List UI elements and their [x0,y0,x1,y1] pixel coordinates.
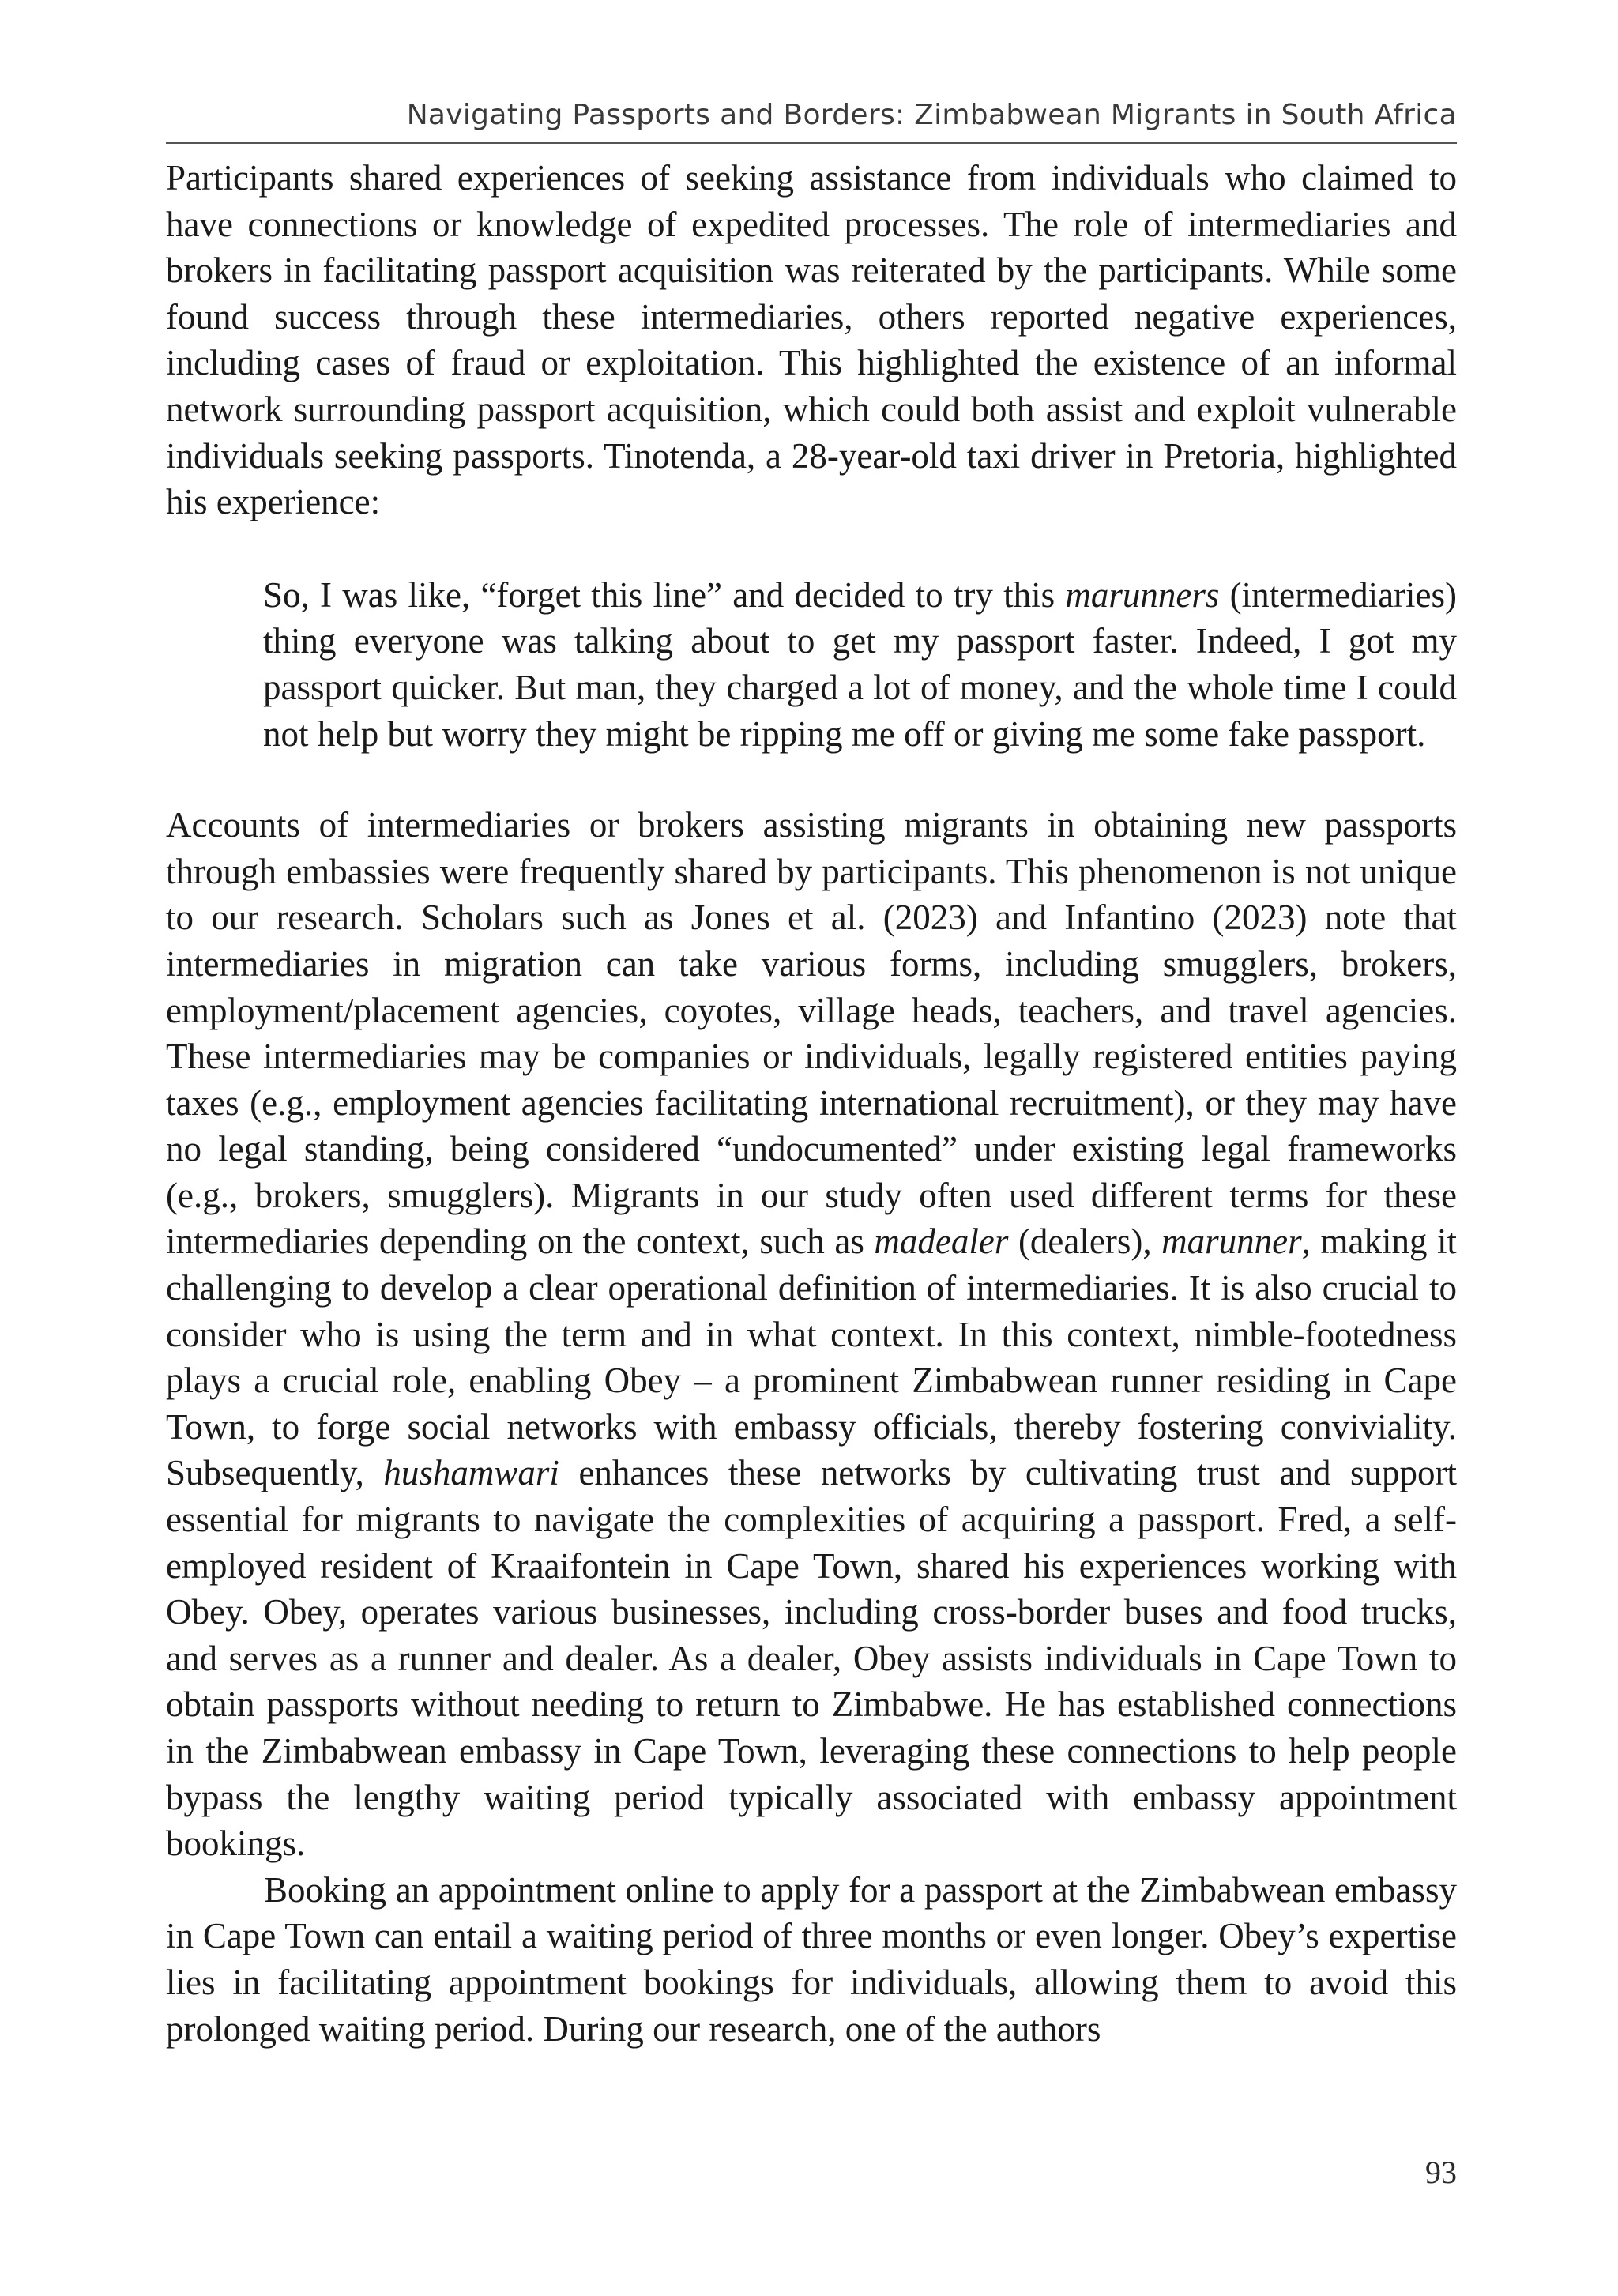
paragraph-intermediaries-accounts [166,802,1457,1867]
paragraph-text-part: (dealers), [1008,1221,1162,1262]
running-header: Navigating Passports and Borders: Zimbabwean Migrants in South Africa [406,99,1457,131]
term-madealer: madealer [874,1221,1009,1262]
page-number: 93 [1425,2155,1457,2190]
page-body [166,155,1457,2052]
paragraph-text-part: enhances these networks by cultivating trust and support essential for migrants to navigate the complexities of acquiring a passport. Fred, a self-employed resident of Kraaifontein in Cape Town, shared his experiences working with Obey. Obey, operates various businesses, including cross-border buses and food trucks, and serves as a runner and dealer. As a dealer, Obey assists individuals in Cape Town to obtain passports without needing to return to Zimbabwe. He has established connections in the Zimbabwean embassy in Cape Town, leveraging these connections to help people bypass the lengthy waiting period typically associated with embassy appointment bookings. [166,1453,1457,1864]
paragraph-text-part: Accounts of intermediaries or brokers assisting migrants in obtaining new passports through embassies were frequently shared by participants. This phenomenon is not unique to our research. Scholars such as Jones et al. (2023) and Infantino (2023) note that intermediaries in migration can take various forms, including smugglers, brokers, employment/placement agencies, coyotes, village heads, teachers, and travel agencies. These intermediaries may be companies or individuals, legally registered entities paying taxes (e.g., employment agencies facilitating international recruitment), or they may have no legal standing, being considered “undocumented” under existing legal frameworks (e.g., brokers, smugglers). Migrants in our study often used different terms for these intermediaries depending on the context, such as [166,805,1457,1262]
header-rule [166,142,1457,144]
paragraph-text-part: , making it challenging to develop a clear operational definition of intermediaries. It is also crucial to consider who is using the term and in what context. In this context, nimble-footedness plays a crucial role, enabling Obey – a prominent Zimbabwean runner residing in Cape Town, to forge social networks with embassy officials, thereby fostering conviviality. Subsequently, [166,1221,1458,1493]
quote-text-end: (intermediaries) thing everyone was talking about to get my passport faster. Indeed, I got my passport quicker. But man, they charged a lot of money, and the whole time I could not help but worry they might be ripping me off or giving me some fake passport. [263,574,1458,754]
quote-term-marunners: marunners [1065,574,1220,615]
quote-text-start: So, I was like, “forget this line” and decided to try this [263,574,1066,615]
term-marunner: marunner [1161,1221,1302,1262]
paragraph-appointment-booking: Booking an appointment online to apply for a passport at the Zimbabwean embassy in Cape Town can entail a waiting period of three months or even longer. Obey’s expertise lies in facilitating appointment bookings for individuals, allowing them to avoid this prolonged waiting period. During our research, one of the authors [166,1869,1457,2049]
paragraph-intermediaries-intro: Participants shared experiences of seeking assistance from individuals who claimed to have connections or knowledge of expedited processes. The role of intermediaries and brokers in facilitating passport acquisition was reiterated by the participants. While some found success through these intermediaries, others reported negative experiences, including cases of fraud or exploitation. This highlighted the existence of an informal network surrounding passport acquisition, which could both assist and exploit vulnerable individuals seeking passports. Tinotenda, a 28-year-old taxi driver in Pretoria, highlighted his experience: [166,158,1457,522]
term-hushamwari: hushamwari [383,1453,559,1493]
block-quote-tinotenda [263,572,1457,757]
